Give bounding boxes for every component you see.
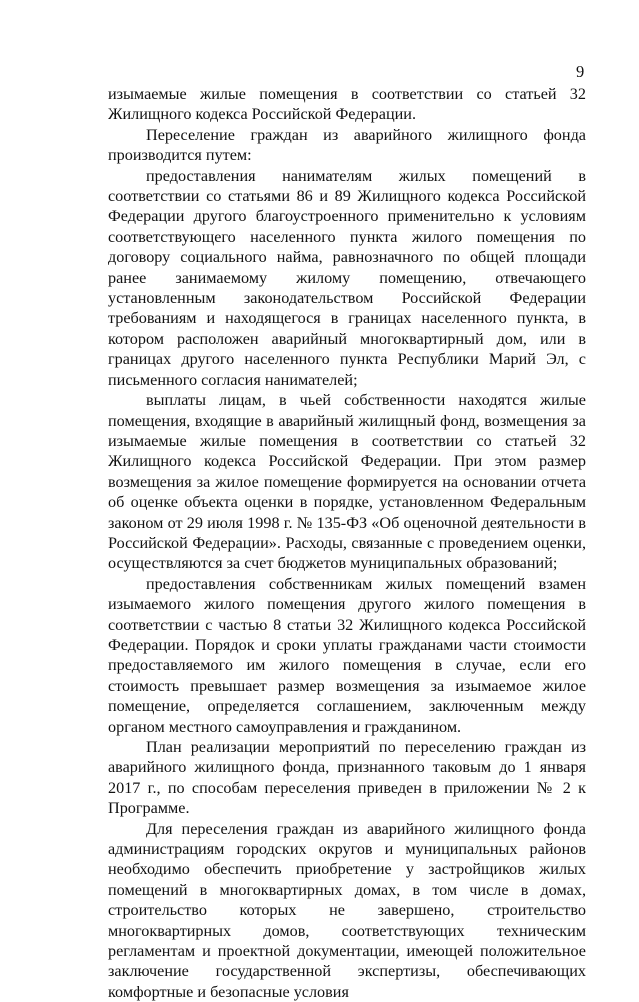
paragraph-acquisition: Для переселения граждан из аварийного жилищного фонда администрациям городских округов и муниципальных районов необходимо обеспечить приобретение у застройщиков жилых помещений в многоквартирных домах, в том числе в домах, строительство которых не завершено, строительство многоквартирных домов, соответствующих техническим регламентам и проектной документации, имеющей положительное заключение государственной экспертизы, обеспечивающих комфортные и безопасные условия: [108, 819, 586, 1001]
page-number: 9: [576, 62, 585, 81]
paragraph-social-housing: предоставления нанимателям жилых помещений в соответствии со статьями 86 и 89 Жилищного кодекса Российской Федерации другого благоустроенного применительно к условиям соответствующего населенного пункта жилого помещения по договору социального найма, равнозначного по общей площади ранее занимаемому жилому помещению, отвечающего установленным законодательством Российской Федерации требованиям и находящегося в границах населенного пункта, в котором расположен аварийный многоквартирный дом, или в границах другого населенного пункта Республики Марий Эл, с письменного согласия нанимателей;: [108, 166, 586, 389]
paragraph-continuation: изымаемые жилые помещения в соответствии со статьей 32 Жилищного кодекса Российской Федерации.: [108, 85, 586, 124]
paragraph-compensation: выплаты лицам, в чьей собственности находятся жилые помещения, входящие в аварийный жилищный фонд, возмещения за изымаемые жилые помещения в соответствии со статьей 32 Жилищного кодекса Российской Федерации. При этом размер возмещения за жилое помещение формируется на основании отчета об оценке объекта оценки в порядке, установленном Федеральным законом от 29 июля 1998 г. № 135-ФЗ «Об оценочной деятельности в Российской Федерации». Расходы, связанные с проведением оценки, осуществляются за счет бюджетов муниципальных образований;: [108, 391, 586, 573]
paragraph-resettlement-intro: Переселение граждан из аварийного жилищного фонда производится путем:: [108, 125, 586, 165]
paragraph-replacement-housing: предоставления собственникам жилых помещений взамен изымаемого жилого помещения другого жилого помещения в соответствии с частью 8 статьи 32 Жилищного кодекса Российской Федерации. Порядок и сроки уплаты гражданами части стоимости предоставляемого им жилого помещения в случае, если его стоимость превышает размер возмещения за изымаемое жилое помещение, определяется соглашением, заключенным между органом местного самоуправления и гражданином.: [108, 574, 586, 736]
paragraph-implementation-plan: План реализации мероприятий по переселению граждан из аварийного жилищного фонда, признанного таковым до 1 января 2017 г., по способам переселения приведен в приложении № 2 к Программе.: [108, 738, 586, 818]
document-body: [108, 84, 586, 1002]
